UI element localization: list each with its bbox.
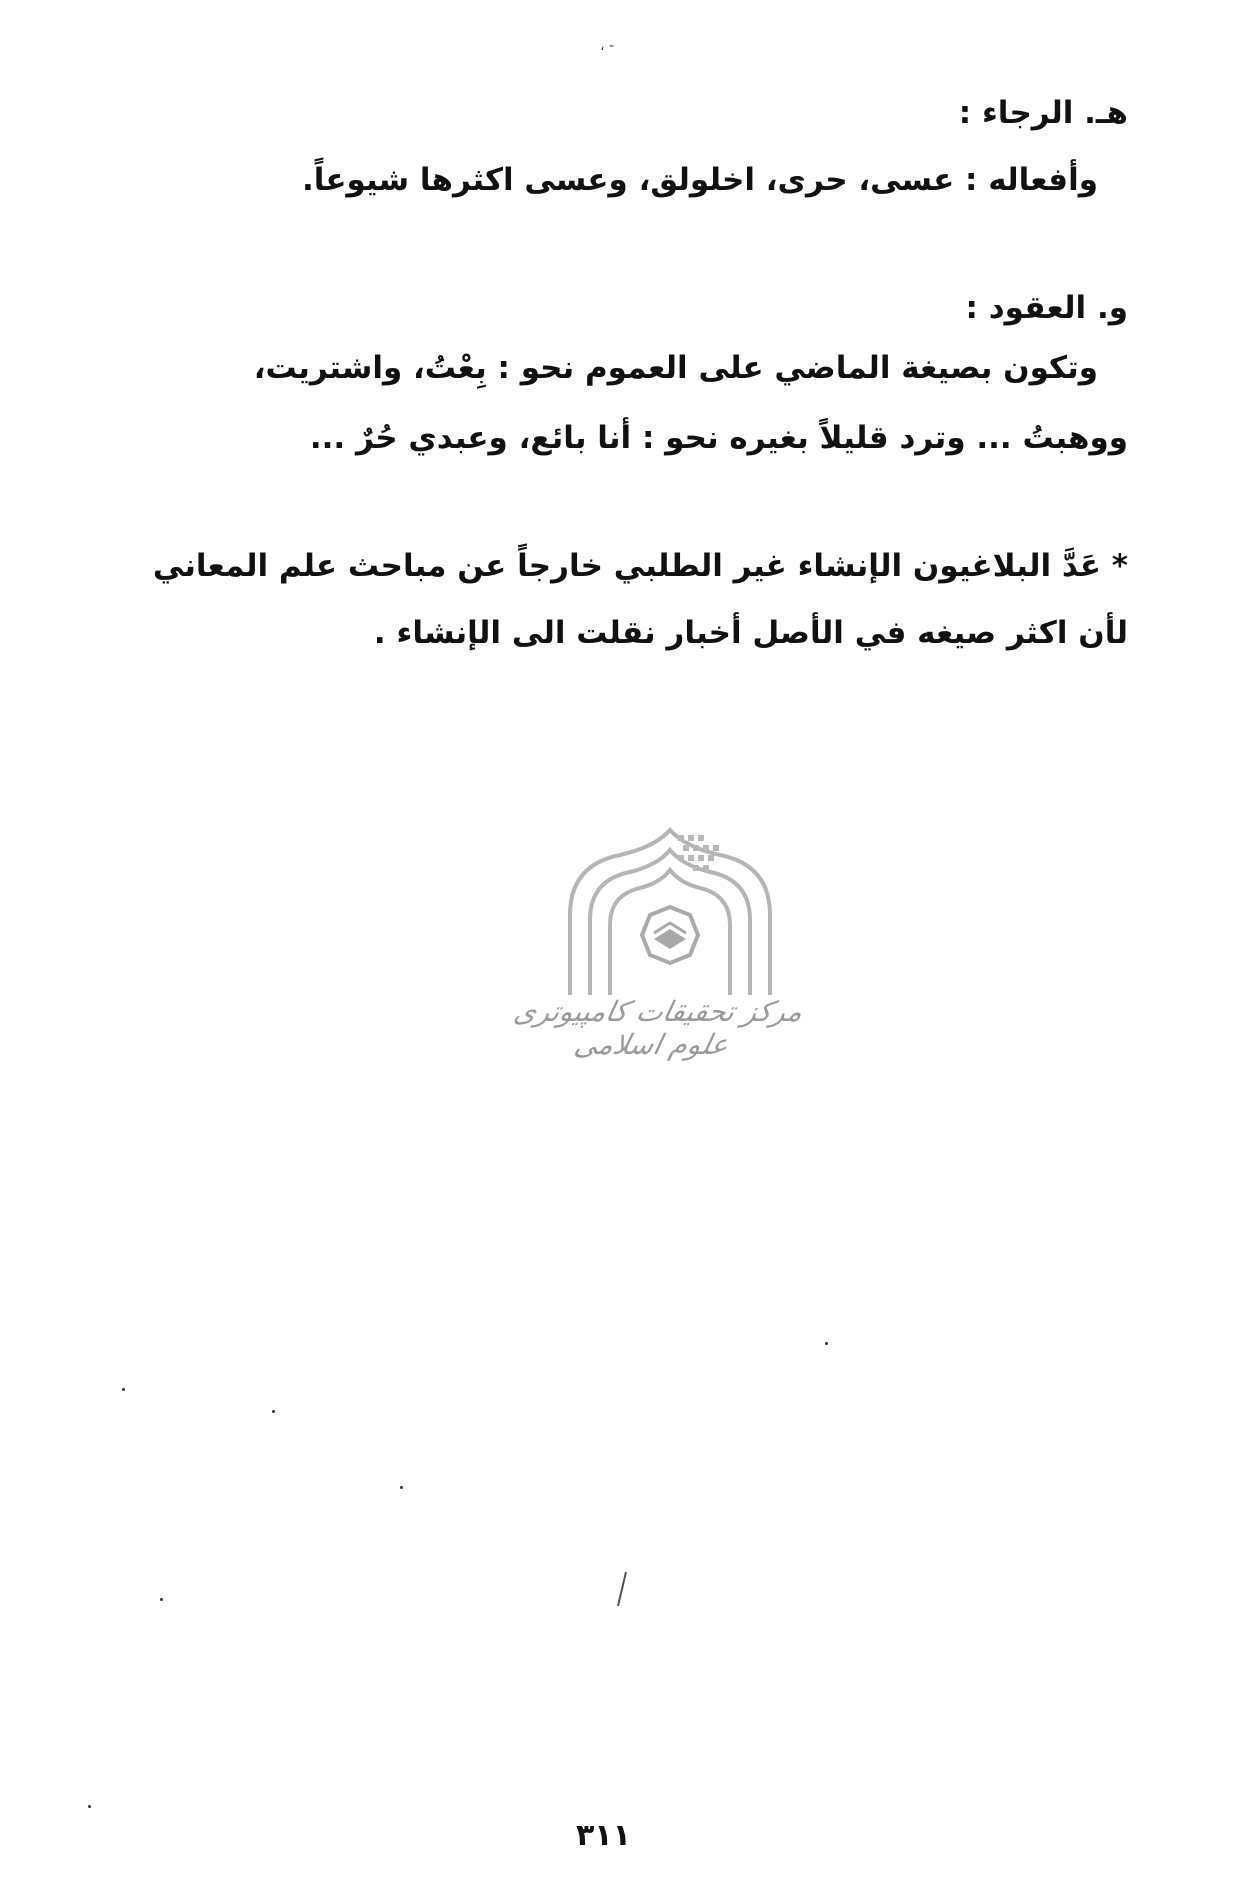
scan-speck bbox=[88, 1805, 91, 1808]
footnote-line-2: لأن اكثر صيغه في الأصل أخبار نقلت الى الإنشاء . bbox=[373, 615, 1128, 651]
section-h-heading: هـ. الرجاء : bbox=[958, 95, 1128, 131]
watermark-caption: مرکز تحقیقات کامپیوتری علوم اسلامی bbox=[511, 995, 806, 1061]
section-h-text: وأفعاله : عسى، حرى، اخلولق، وعسى اكثرها شيوعاً. bbox=[301, 162, 1098, 198]
section-w-heading: و. العقود : bbox=[965, 290, 1128, 326]
page-number: ٣١١ bbox=[576, 1818, 631, 1853]
scan-speck bbox=[825, 1342, 828, 1345]
scan-speck bbox=[160, 1598, 163, 1601]
section-w-text-line-2: ووهبتُ ... وترد قليلاً بغيره نحو : أنا بائع، وعبدي حُرٌ ... bbox=[309, 420, 1128, 456]
scan-stroke bbox=[614, 1570, 630, 1610]
footnote-line-1: * عَدَّ البلاغيون الإنشاء غير الطلبي خارجاً عن مباحث علم المعاني bbox=[152, 548, 1128, 584]
scan-speck bbox=[122, 1388, 125, 1391]
scan-speck bbox=[272, 1410, 275, 1413]
watermark-logo bbox=[560, 825, 780, 1005]
section-w-text-line-1: وتكون بصيغة الماضي على العموم نحو : بِعْتُ، واشتريت، bbox=[253, 350, 1098, 386]
top-mark: ، - bbox=[600, 38, 615, 54]
scan-speck bbox=[400, 1486, 403, 1489]
